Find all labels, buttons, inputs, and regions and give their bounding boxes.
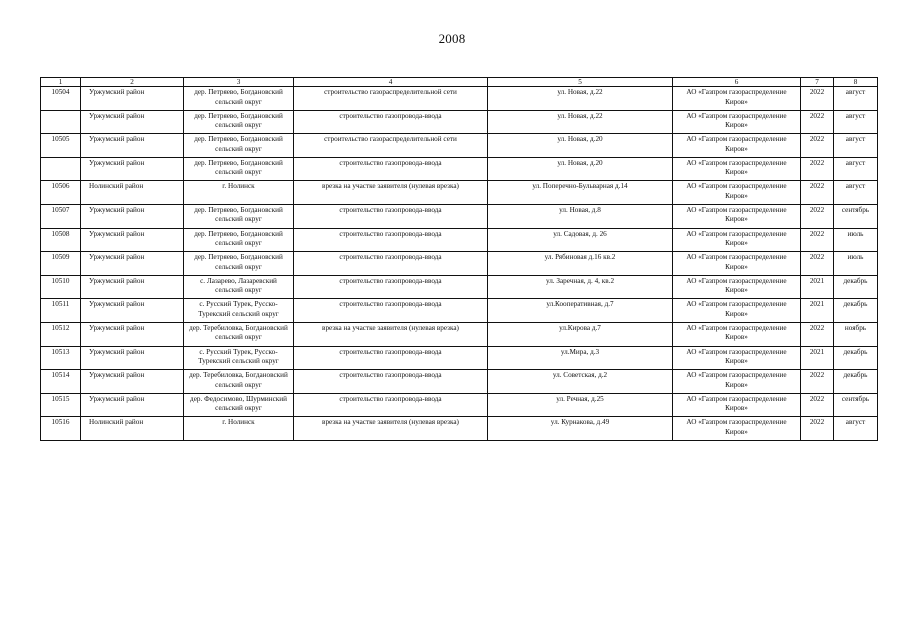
locality-cell: дер. Петряево, Богдановский сельский округ: [184, 110, 294, 134]
organization-cell: АО «Газпром газораспределение Киров»: [673, 322, 801, 346]
page-number: 2008: [438, 31, 466, 46]
header-cell: 7: [801, 78, 834, 87]
locality-cell: дер. Теребиловка, Богдановский сельский округ: [184, 322, 294, 346]
table-row: [41, 204, 878, 228]
year-cell: 2022: [801, 157, 834, 181]
year-cell: 2022: [801, 228, 834, 252]
district-cell: Уржумский район: [81, 87, 184, 111]
table-body: [41, 87, 878, 441]
work-type-cell: строительство газораспределительной сети: [294, 134, 488, 158]
header-cell: 6: [673, 78, 801, 87]
month-cell: август: [834, 87, 878, 111]
record-number-cell: 10507: [41, 204, 81, 228]
work-type-cell: строительство газопровода-ввода: [294, 228, 488, 252]
organization-cell: АО «Газпром газораспределение Киров»: [673, 299, 801, 323]
work-type-cell: строительство газопровода-ввода: [294, 370, 488, 394]
works-table-container: [40, 77, 877, 441]
table-row: [41, 157, 878, 181]
district-cell: Уржумский район: [81, 204, 184, 228]
table-row: [41, 417, 878, 441]
address-cell: ул. Садовая, д. 26: [488, 228, 673, 252]
organization-cell: АО «Газпром газораспределение Киров»: [673, 346, 801, 370]
table-row: [41, 87, 878, 111]
table-row: [41, 346, 878, 370]
address-cell: ул. Курнакова, д.49: [488, 417, 673, 441]
month-cell: сентябрь: [834, 393, 878, 417]
month-cell: август: [834, 134, 878, 158]
month-cell: декабрь: [834, 370, 878, 394]
month-cell: июль: [834, 252, 878, 276]
locality-cell: г. Нолинск: [184, 181, 294, 205]
address-cell: ул. Новая, д.22: [488, 87, 673, 111]
locality-cell: дер. Петряево, Богдановский сельский округ: [184, 87, 294, 111]
header-row: [41, 78, 878, 87]
locality-cell: с. Русский Турек, Русско-Турекский сельский округ: [184, 299, 294, 323]
locality-cell: с. Русский Турек, Русско-Турекский сельский округ: [184, 346, 294, 370]
organization-cell: АО «Газпром газораспределение Киров»: [673, 157, 801, 181]
table-row: [41, 134, 878, 158]
work-type-cell: строительство газопровода-ввода: [294, 110, 488, 134]
district-cell: Уржумский район: [81, 393, 184, 417]
organization-cell: АО «Газпром газораспределение Киров»: [673, 252, 801, 276]
locality-cell: дер. Петряево, Богдановский сельский округ: [184, 204, 294, 228]
month-cell: июль: [834, 228, 878, 252]
record-number-cell: 10508: [41, 228, 81, 252]
address-cell: ул.Мира, д.3: [488, 346, 673, 370]
month-cell: сентябрь: [834, 204, 878, 228]
year-cell: 2021: [801, 275, 834, 299]
month-cell: декабрь: [834, 346, 878, 370]
table-row: [41, 322, 878, 346]
record-number-cell: 10511: [41, 299, 81, 323]
district-cell: Нолинский район: [81, 417, 184, 441]
month-cell: декабрь: [834, 299, 878, 323]
address-cell: ул. Рябиновая д.16 кв.2: [488, 252, 673, 276]
organization-cell: АО «Газпром газораспределение Киров»: [673, 228, 801, 252]
table-row: [41, 228, 878, 252]
work-type-cell: строительство газопровода-ввода: [294, 275, 488, 299]
organization-cell: АО «Газпром газораспределение Киров»: [673, 181, 801, 205]
work-type-cell: строительство газопровода-ввода: [294, 204, 488, 228]
address-cell: ул.Кирова д.7: [488, 322, 673, 346]
year-cell: 2022: [801, 134, 834, 158]
year-cell: 2022: [801, 322, 834, 346]
district-cell: Уржумский район: [81, 228, 184, 252]
locality-cell: дер. Петряево, Богдановский сельский округ: [184, 134, 294, 158]
record-number-cell: 10515: [41, 393, 81, 417]
address-cell: ул. Поперечно-Бульварная д.14: [488, 181, 673, 205]
month-cell: август: [834, 417, 878, 441]
record-number-cell: 10514: [41, 370, 81, 394]
work-type-cell: строительство газопровода-ввода: [294, 346, 488, 370]
organization-cell: АО «Газпром газораспределение Киров»: [673, 110, 801, 134]
address-cell: ул. Новая, д.20: [488, 134, 673, 158]
work-type-cell: врезка на участке заявителя (нулевая врезка): [294, 417, 488, 441]
address-cell: ул. Новая, д.8: [488, 204, 673, 228]
month-cell: ноябрь: [834, 322, 878, 346]
work-type-cell: строительство газопровода-ввода: [294, 252, 488, 276]
district-cell: Уржумский район: [81, 346, 184, 370]
address-cell: ул.Кооперативная, д.7: [488, 299, 673, 323]
address-cell: ул. Новая, д.20: [488, 157, 673, 181]
record-number-cell: 10516: [41, 417, 81, 441]
work-type-cell: строительство газопровода-ввода: [294, 299, 488, 323]
record-number-cell: 10513: [41, 346, 81, 370]
locality-cell: дер. Петряево, Богдановский сельский округ: [184, 157, 294, 181]
header-cell: 2: [81, 78, 184, 87]
locality-cell: дер. Петряево, Богдановский сельский округ: [184, 252, 294, 276]
locality-cell: г. Нолинск: [184, 417, 294, 441]
locality-cell: с. Лазарево, Лазаревский сельский округ: [184, 275, 294, 299]
locality-cell: дер. Теребиловка, Богдановский сельский округ: [184, 370, 294, 394]
district-cell: Уржумский район: [81, 299, 184, 323]
district-cell: Уржумский район: [81, 252, 184, 276]
year-cell: 2021: [801, 346, 834, 370]
record-number-cell: 10504: [41, 87, 81, 111]
organization-cell: АО «Газпром газораспределение Киров»: [673, 393, 801, 417]
year-cell: 2022: [801, 370, 834, 394]
table-row: [41, 252, 878, 276]
organization-cell: АО «Газпром газораспределение Киров»: [673, 370, 801, 394]
work-type-cell: строительство газопровода-ввода: [294, 157, 488, 181]
work-type-cell: строительство газопровода-ввода: [294, 393, 488, 417]
district-cell: Уржумский район: [81, 370, 184, 394]
year-cell: 2022: [801, 110, 834, 134]
locality-cell: дер. Петряево, Богдановский сельский округ: [184, 228, 294, 252]
district-cell: Уржумский район: [81, 322, 184, 346]
table-row: [41, 181, 878, 205]
address-cell: ул. Советская, д.2: [488, 370, 673, 394]
month-cell: август: [834, 181, 878, 205]
table-row: [41, 370, 878, 394]
month-cell: август: [834, 157, 878, 181]
record-number-cell: 10512: [41, 322, 81, 346]
header-cell: 4: [294, 78, 488, 87]
work-type-cell: строительство газораспределительной сети: [294, 87, 488, 111]
district-cell: Уржумский район: [81, 275, 184, 299]
works-table: [40, 77, 878, 441]
address-cell: ул. Новая, д.22: [488, 110, 673, 134]
year-cell: 2022: [801, 181, 834, 205]
table-row: [41, 110, 878, 134]
record-number-cell: [41, 157, 81, 181]
district-cell: Уржумский район: [81, 134, 184, 158]
year-cell: 2022: [801, 393, 834, 417]
table-header: [41, 78, 878, 87]
header-cell: 1: [41, 78, 81, 87]
year-cell: 2022: [801, 252, 834, 276]
record-number-cell: [41, 110, 81, 134]
year-cell: 2021: [801, 299, 834, 323]
record-number-cell: 10509: [41, 252, 81, 276]
month-cell: декабрь: [834, 275, 878, 299]
record-number-cell: 10505: [41, 134, 81, 158]
district-cell: Нолинский район: [81, 181, 184, 205]
table-row: [41, 393, 878, 417]
year-cell: 2022: [801, 417, 834, 441]
work-type-cell: врезка на участке заявителя (нулевая врезка): [294, 322, 488, 346]
year-cell: 2022: [801, 204, 834, 228]
year-cell: 2022: [801, 87, 834, 111]
header-cell: 3: [184, 78, 294, 87]
work-type-cell: врезка на участке заявителя (нулевая врезка): [294, 181, 488, 205]
header-cell: 5: [488, 78, 673, 87]
district-cell: Уржумский район: [81, 157, 184, 181]
organization-cell: АО «Газпром газораспределение Киров»: [673, 134, 801, 158]
locality-cell: дер. Федосимово, Шурминский сельский округ: [184, 393, 294, 417]
organization-cell: АО «Газпром газораспределение Киров»: [673, 204, 801, 228]
address-cell: ул. Речная, д.25: [488, 393, 673, 417]
header-cell: 8: [834, 78, 878, 87]
record-number-cell: 10510: [41, 275, 81, 299]
address-cell: ул. Заречная, д. 4, кв.2: [488, 275, 673, 299]
organization-cell: АО «Газпром газораспределение Киров»: [673, 275, 801, 299]
record-number-cell: 10506: [41, 181, 81, 205]
table-row: [41, 275, 878, 299]
organization-cell: АО «Газпром газораспределение Киров»: [673, 87, 801, 111]
month-cell: август: [834, 110, 878, 134]
district-cell: Уржумский район: [81, 110, 184, 134]
table-row: [41, 299, 878, 323]
organization-cell: АО «Газпром газораспределение Киров»: [673, 417, 801, 441]
